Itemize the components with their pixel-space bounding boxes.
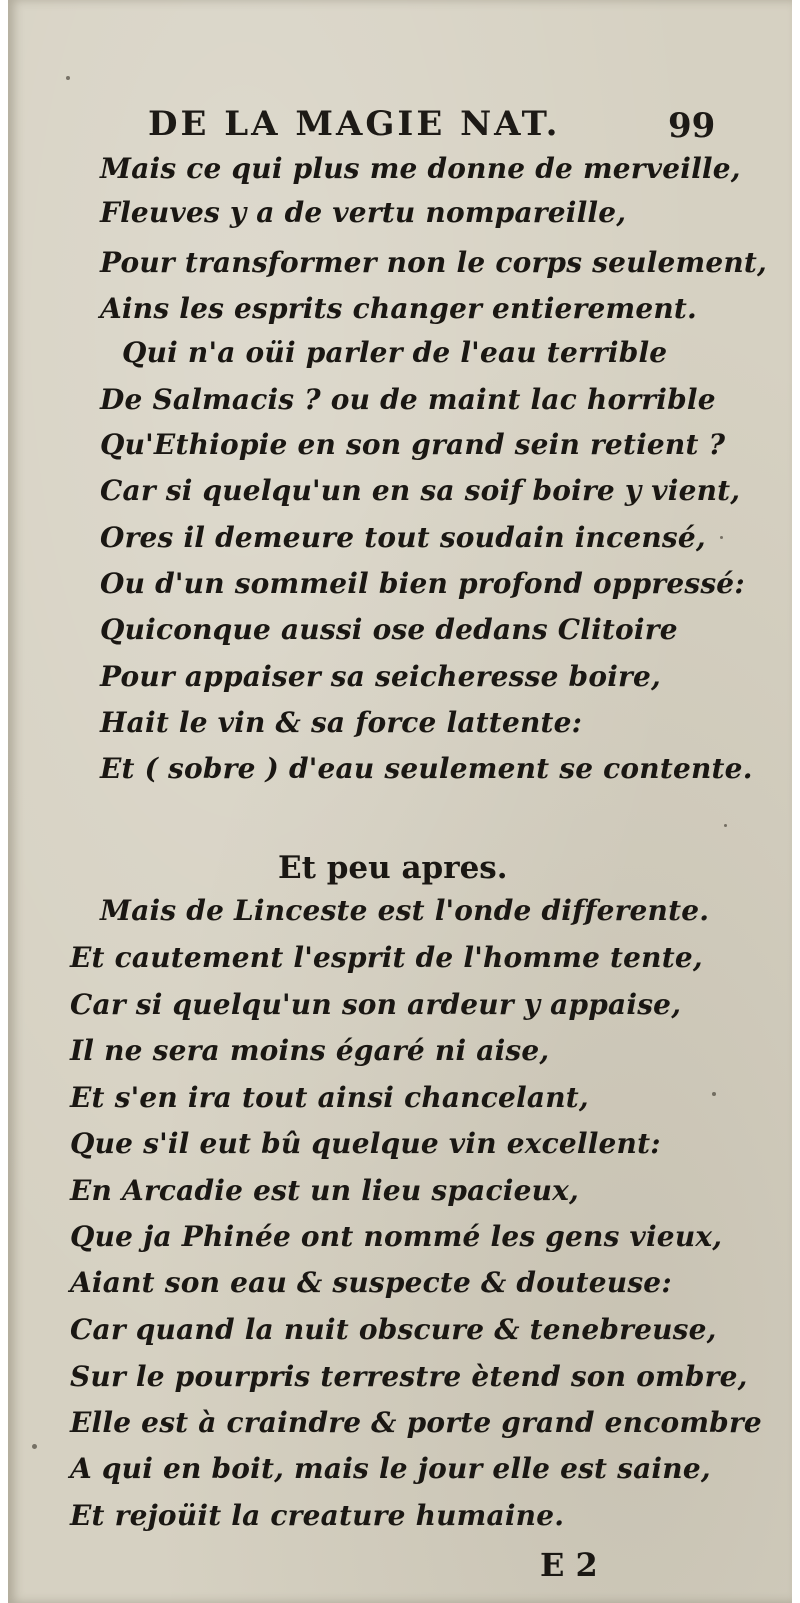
verse-line: Et s'en ira tout ainsi chancelant,: [70, 1081, 589, 1114]
verse-line: Quiconque aussi ose dedans Clitoire: [100, 613, 678, 646]
book-page: [8, 0, 792, 1603]
verse-line: Ou d'un sommeil bien profond oppressé:: [100, 567, 745, 600]
verse-line: Fleuves y a de vertu nompareille,: [100, 196, 627, 229]
verse-line: En Arcadie est un lieu spacieux,: [70, 1174, 579, 1207]
verse-line: Qui n'a oüi parler de l'eau terrible: [122, 336, 668, 369]
verse-line: Pour appaiser sa seicheresse boire,: [100, 660, 661, 693]
verse-block: [8, 0, 792, 1603]
ink-speck: [712, 1092, 716, 1096]
running-head: DE LA MAGIE NAT.: [148, 104, 561, 144]
verse-line: Que ja Phinée ont nommé les gens vieux,: [70, 1220, 723, 1253]
verse-line: Et rejoüit la creature humaine.: [70, 1499, 565, 1532]
verse-line: Ains les esprits changer entierement.: [100, 292, 697, 325]
verse-line: Ores il demeure tout soudain incensé,: [100, 521, 706, 554]
verse-line: Et ( sobre ) d'eau seulement se contente.: [100, 752, 753, 785]
verse-line: Sur le pourpris terrestre ètend son ombre,: [70, 1360, 748, 1393]
verse-line: Mais de Linceste est l'onde differente.: [100, 894, 710, 927]
ink-speck: [720, 536, 723, 539]
verse-line: Mais ce qui plus me donne de merveille,: [100, 152, 741, 185]
ink-speck: [66, 76, 70, 80]
verse-line: Car si quelqu'un son ardeur y appaise,: [70, 988, 682, 1021]
verse-line: Hait le vin & sa force lattente:: [100, 706, 583, 739]
ink-speck: [32, 1444, 37, 1449]
verse-line: Que s'il eut bû quelque vin excellent:: [70, 1127, 661, 1160]
ink-speck: [724, 824, 727, 827]
section-heading: Et peu apres.: [278, 850, 508, 886]
verse-line: Il ne sera moins égaré ni aise,: [70, 1034, 550, 1067]
verse-line: Qu'Ethiopie en son grand sein retient ?: [100, 428, 726, 461]
signature-mark: E 2: [540, 1546, 598, 1584]
verse-line: Et cautement l'esprit de l'homme tente,: [70, 941, 703, 974]
verse-line: Car quand la nuit obscure & tenebreuse,: [70, 1313, 717, 1346]
verse-line: A qui en boit, mais le jour elle est saine,: [70, 1452, 711, 1485]
verse-line: Elle est à craindre & porte grand encombre: [70, 1406, 762, 1439]
verse-line: Aiant son eau & suspecte & douteuse:: [70, 1266, 672, 1299]
verse-line: Car si quelqu'un en sa soif boire y vient,: [100, 474, 741, 507]
verse-line: Pour transformer non le corps seulement,: [100, 246, 767, 279]
page-number: 99: [668, 106, 716, 146]
verse-line: De Salmacis ? ou de maint lac horrible: [100, 383, 716, 416]
